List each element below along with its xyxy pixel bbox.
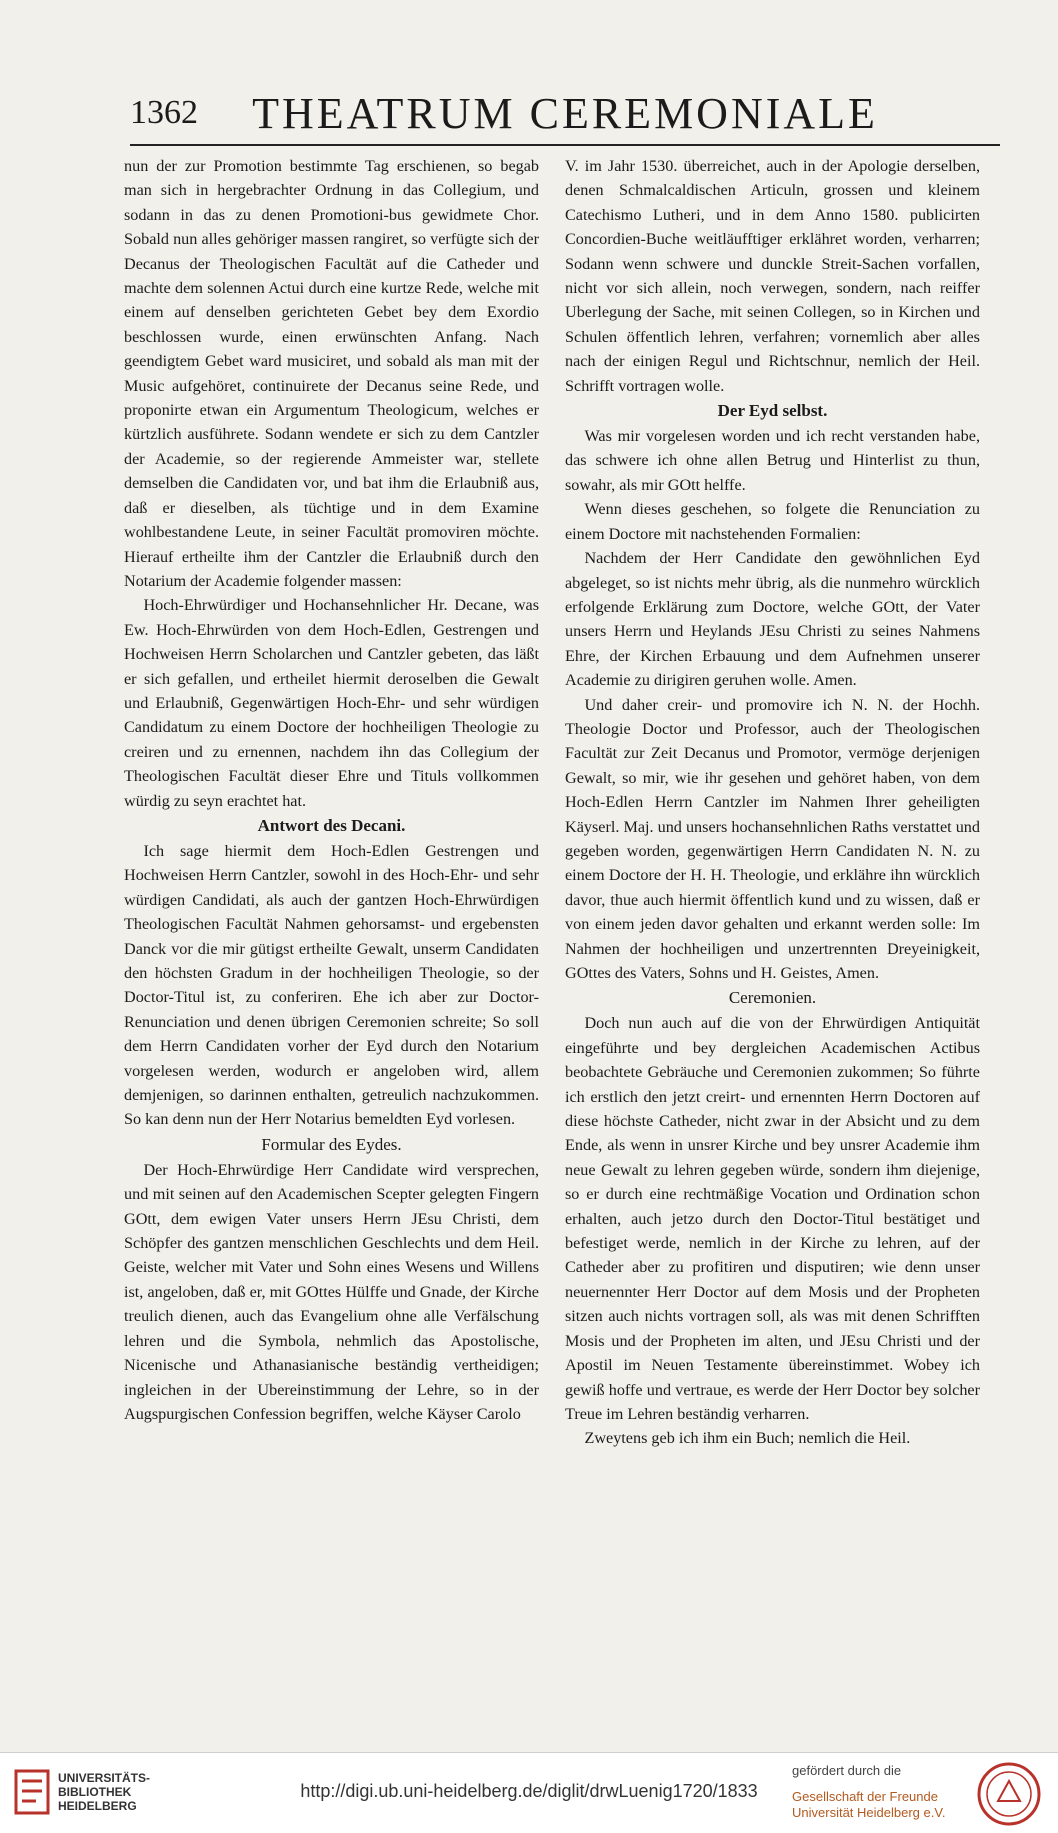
viewer-footer bbox=[0, 1752, 1058, 1833]
section-heading: Ceremonien. bbox=[728, 988, 817, 1008]
paragraph: Was mir vorgelesen worden und ich recht verstanden habe, das schwere ich ohne allen Betrug und Hinterlist zu thun, sowahr, als mir GOtt helffe. bbox=[565, 427, 980, 494]
paragraph: Ich sage hiermit dem Hoch-Edlen Gestrengen und Hochweisen Herrn Cantzler, sowohl in des Hoch-Ehr- und sehr würdigen Candidati, als auch der gantzen Hoch-Ehrwürdigen Theologischen Facultät Nahmen gehorsamst- und ergebensten Danck vor die mir gütigst ertheilte Gewalt, unserm Candidaten den höchsten Gradum in der hochheiligen Theologie, so der Doctor-Titul ist, zu conferiren. Ehe ich aber zur Doctor-Renunciation und denen übrigen Ceremonien schreite; So soll dem Herrn Candidaten vorher der Eyd durch den Notarium vorgelesen werden, wodurch er angeloben wird, allem demjenigen, so darinnen enthalten, getreulich nachzukommen. So kan denn nun der Herr Notarius bemeldten Eyd vorlesen. bbox=[124, 841, 539, 1129]
paragraph: Hoch-Ehrwürdiger und Hochansehnlicher Hr. Decane, was Ew. Hoch-Ehrwürden von dem Hoch-Edlen, Gestrengen und Hochweisen Herrn Scholarchen und Cantzler gebeten, das läßt er sich gefallen, und ertheilet hiermit deroselben die Gewalt und Erlaubniß, Gegenwärtigen Hoch-Ehr- und sehr würdigen Candidatum zu einem Doctore der hochheiligen Theologie zu creiren und zu ernennen, nachdem ihn das Collegium der Theologischen Facultät dieser Ehre und Tituls vollkommen würdig zu seyn erachtet hat. bbox=[124, 596, 539, 810]
university-seal-icon bbox=[976, 1761, 1042, 1827]
page-number: 1362 bbox=[130, 94, 198, 131]
society-name bbox=[792, 1789, 945, 1821]
paragraph: Doch nun auch auf die von der Ehrwürdigen Antiquität eingeführte und bey dergleichen Academischen Actibus beobachtete Gebräuche und Ceremonien zukommen; So führte ich erstlich den jetzt creirt- und ernennten Herrn Doctoren auf diese höchste Catheder, nicht zwar in der Absicht und zu dem Ende, als wenn in unsrer Kirche und bey unsrer Academie ihm neue Gewalt zu lehren gegeben würde, sondern ihm diejenige, so er durch eine rechtmäßige Vocation und Ordination schon erhalten, auch jetzo durch den Doctor-Titul bestätiget und befestiget werde, nemlich in der Kirche zu lehren, auf der Catheder aber zu profitiren und disputiren; wie denn unser neuernennter Herr Doctor auf dem Mosis und der Propheten sitzen auch nichts vortragen soll, als was mit denen Schrifften Mosis und der Propheten im alten, und JEsu Christi und der Apostil im Neuen Testamente übereinstimmet. Wobey ich gewiß hoffe und vertraue, es werde der Herr Doctor bey solcher Treue im Lehren beständig verharren. bbox=[565, 1014, 980, 1423]
paragraph: Zweytens geb ich ihm ein Buch; nemlich die Heil. bbox=[584, 1429, 911, 1448]
paragraph: Wenn dieses geschehen, so folgete die Renunciation zu einem Doctore mit nachstehenden Formalien: bbox=[565, 500, 980, 543]
paragraph: Nachdem der Herr Candidate den gewöhnlichen Eyd abgeleget, so ist nichts mehr übrig, als die nunmehro würcklich erfolgende Erklärung zum Doctore, welche GOtt, der Vater unsers Herrn und Heylands JEsu Christi zu seines Nahmens Ehre, der Kirchen Erbauung und dem Aufnehmen unserer Academie zu dirigiren geruhen wolle. Amen. bbox=[565, 549, 980, 690]
society-name-line: Universität Heidelberg e.V. bbox=[792, 1805, 946, 1820]
running-title: THEATRUM CEREMONIALE bbox=[252, 89, 878, 138]
section-heading: Formular des Eydes. bbox=[261, 1134, 402, 1154]
paragraph: V. im Jahr 1530. überreichet, auch in der Apologie derselben, denen Schmalcaldischen Articuln, grossen und kleinem Catechismo Lutheri, und in dem Anno 1580. publicirten Concordien-Buche weitläufftiger erklähret worden, verharren; Sodann wenn schwere und dunckle Streit-Sachen vorfallen, nicht vor sich allein, noch verwegen, sondern, nach reiffer Uberlegung der Sache, mit seinen Collegen, so in Kirchen und Schulen öffentlich lehren, verfahren; vornemlich aber alles nach der einigen Regul und Richtschnur, nemlich der Heil. Schrifft vortragen wolle. bbox=[565, 157, 980, 395]
sponsor-label: gefördert durch die bbox=[792, 1763, 902, 1778]
society-name-line: Gesellschaft der Freunde bbox=[792, 1789, 938, 1804]
library-name-line: HEIDELBERG bbox=[58, 1799, 137, 1813]
permalink-url[interactable]: http://digi.ub.uni-heidelberg.de/diglit/drwLuenig1720/1833 bbox=[300, 1781, 758, 1801]
section-heading: Der Eyd selbst. bbox=[717, 401, 828, 421]
paragraph: Und daher creir- und promovire ich N. N. der Hochh. Theologie Doctor und Professor, auch der Theologischen Facultät zur Zeit Decanus und Promotor, vermöge derjenigen Gewalt, so mir, wie ihr gesehen und gehöret haben, von dem Hoch-Edlen Herrn Cantzler im Nahmen Ihrer geheiligten Käyserl. Maj. und unsers hochansehnlichen Raths verstattet und gegeben worden, gegenwärtigen Herrn Candidaten N. N. zu einem Doctore der H. H. Theologie, und erklähre ihn würcklich davor, thue auch hiermit öffentlich kund und zu wissen, daß er von einem jeden davor gehalten und erkannt werden solle: Im Nahmen der hochheiligen und unzertrennten Dreyeinigkeit, GOttes des Vaters, Sohns und H. Geistes, Amen. bbox=[565, 695, 980, 982]
left-column bbox=[124, 154, 539, 1426]
library-name-line: UNIVERSITÄTS- bbox=[58, 1771, 151, 1785]
library-name-line: BIBLIOTHEK bbox=[58, 1785, 132, 1799]
running-header bbox=[130, 88, 1000, 148]
paragraph: Der Hoch-Ehrwürdige Herr Candidate wird versprechen, und mit seinen auf den Academischen Scepter gelegten Fingern GOtt, dem ewigen Vater unsers Herrn JEsu Christi, dem Schöpfer des gantzen menschlichen Geschlechts und dem Heil. Geiste, welcher mit Vater und Sohn eines Wesens und Willens ist, angeloben, daß er, mit GOttes Hülffe und Gnade, der Kirche treulich dienen, auch das Evangelium ohne alle Verfälschung lehren und die Symbola, nehmlich das Apostolische, Nicenische und Athanasianische beständig vertheidigen; ingleichen in der Ubereinstimmung der Lehre, so in der Augspurgischen Confession begriffen, welche Käyser Carolo bbox=[124, 1160, 539, 1423]
section-heading: Antwort des Decani. bbox=[257, 815, 406, 835]
paragraph: nun der zur Promotion bestimmte Tag erschienen, so begab man sich in hergebrachter Ordnung in das Collegium, und sodann in das zu denen Promotioni-bus gewidmete Chor. Sobald nun alles gehöriger massen rangiret, so verfügte sich der Decanus der Theologischen Facultät auf die Catheder und machte dem solennen Actui durch eine kurtze Rede, welche mit einem auf denselben gerichteten Gebet bey dem Exordio beschlossen wurde, einen erwünschten Anfang. Nach geendigtem Gebet ward musiciret, und sobald als man mit der Music aufgehöret, continuirete der Decanus seine Rede, und proponirte etwan ein Argumentum Theologicum, welches er kürtzlich ausführete. Sodann wendete er sich zu dem Cantzler der Academie, so der regierende Ammeister war, stellete demselben die Candidaten vor, und bat ihm die Erlaubniß aus, daß er dieselben, als tüchtige und in dem Examine wohlbestandene Leute, in seiner Facultät promoviren möchte. Hierauf ertheilte ihm der Cantzler die Erlaubniß durch den Notarium der Academie folgender massen: bbox=[124, 157, 539, 590]
right-column bbox=[565, 154, 980, 1451]
header-rule bbox=[130, 144, 1000, 146]
